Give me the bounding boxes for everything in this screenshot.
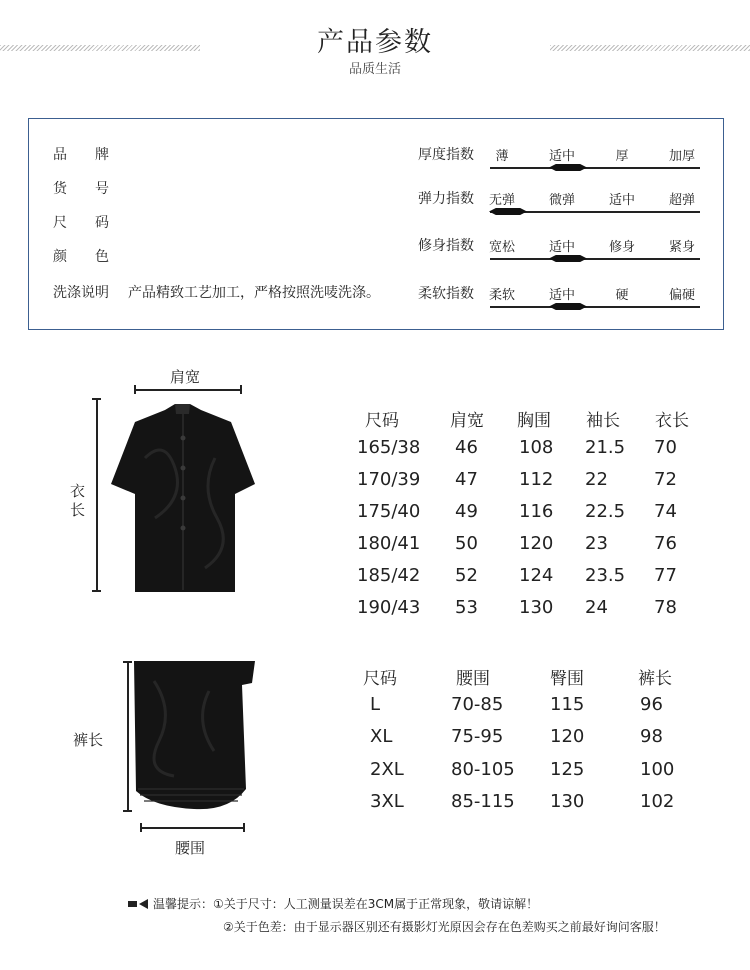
scale-line-thickness bbox=[490, 167, 700, 169]
shirt-cell: 24 bbox=[585, 597, 608, 618]
pants-image bbox=[134, 661, 258, 813]
scale-option: 微弹 bbox=[548, 193, 575, 208]
scale-option: 加厚 bbox=[668, 149, 695, 164]
shoulder-cap-right bbox=[240, 385, 242, 394]
pants-length-cap-top bbox=[123, 661, 132, 663]
shirt-cell: 74 bbox=[654, 501, 677, 522]
shirt-cell: 47 bbox=[455, 469, 478, 490]
pants-header-hip: 臀围 bbox=[550, 669, 584, 689]
shirt-image bbox=[105, 398, 260, 594]
shirt-cell: 70 bbox=[654, 437, 677, 458]
shirt-cell: 76 bbox=[654, 533, 677, 554]
shirt-cell: 23.5 bbox=[585, 565, 626, 586]
shirt-cell: 49 bbox=[455, 501, 478, 522]
info-label-size: 尺 码 bbox=[53, 215, 109, 231]
shirt-header-shoulder: 肩宽 bbox=[450, 411, 484, 431]
shirt-cell: 180/41 bbox=[357, 533, 421, 554]
shoulder-width-line bbox=[134, 389, 241, 391]
pants-cell: 130 bbox=[550, 791, 585, 812]
shirt-cell: 112 bbox=[519, 469, 554, 490]
info-value-wash: 产品精致工艺加工，严格按照洗唛洗涤。 bbox=[128, 285, 380, 301]
pants-cell: 96 bbox=[640, 694, 663, 715]
page-subtitle: 品质生活 bbox=[348, 62, 401, 77]
footer-tip-color: ②关于色差：由于显示器区别还有摄影灯光原因会存在色差购买之前最好询问客服！ bbox=[223, 920, 666, 934]
shirt-length-cap-top bbox=[92, 398, 101, 400]
shirt-cell: 190/43 bbox=[357, 597, 421, 618]
info-label-wash: 洗涤说明 bbox=[53, 285, 109, 301]
shirt-header-sleeve: 袖长 bbox=[586, 411, 620, 431]
scale-marker-softness bbox=[549, 303, 587, 310]
scale-option: 适中 bbox=[548, 149, 575, 164]
waist-line bbox=[140, 827, 244, 829]
shirt-cell: 108 bbox=[519, 437, 554, 458]
shirt-cell: 120 bbox=[519, 533, 554, 554]
pants-cell: XL bbox=[370, 726, 393, 747]
pants-cell: 2XL bbox=[370, 759, 404, 780]
waist-cap-left bbox=[140, 823, 142, 832]
shirt-cell: 124 bbox=[519, 565, 554, 586]
scale-title-elasticity: 弹力指数 bbox=[418, 191, 474, 207]
pants-length-line bbox=[127, 661, 129, 811]
scale-option: 柔软 bbox=[488, 288, 515, 303]
shirt-cell: 165/38 bbox=[357, 437, 421, 458]
shirt-cell: 77 bbox=[654, 565, 677, 586]
shirt-cell: 22.5 bbox=[585, 501, 626, 522]
shoulder-width-label: 肩宽 bbox=[170, 368, 201, 386]
pants-cell: 80-105 bbox=[451, 759, 515, 780]
scale-title-thickness: 厚度指数 bbox=[418, 147, 474, 163]
pants-length-cap-bottom bbox=[123, 810, 132, 812]
shirt-cell: 53 bbox=[455, 597, 478, 618]
pants-cell: 3XL bbox=[370, 791, 404, 812]
pants-length-label: 裤长 bbox=[73, 731, 104, 749]
shirt-cell: 52 bbox=[455, 565, 478, 586]
scale-option: 硬 bbox=[615, 288, 629, 303]
shirt-cell: 21.5 bbox=[585, 437, 626, 458]
info-label-brand: 品 牌 bbox=[53, 147, 109, 163]
scale-marker-elasticity bbox=[489, 208, 527, 215]
shirt-length-label: 衣长 bbox=[70, 482, 86, 519]
scale-title-fit: 修身指数 bbox=[418, 238, 474, 254]
shirt-header-length: 衣长 bbox=[655, 411, 689, 431]
scale-line-softness bbox=[490, 306, 700, 308]
shoulder-cap-left bbox=[134, 385, 136, 394]
scale-option: 无弹 bbox=[488, 193, 515, 208]
scale-option: 超弹 bbox=[668, 193, 695, 208]
pants-cell: 70-85 bbox=[451, 694, 504, 715]
shirt-length-cap-bottom bbox=[92, 590, 101, 592]
scale-option: 紧身 bbox=[668, 240, 695, 255]
shirt-cell: 116 bbox=[519, 501, 554, 522]
scale-option: 适中 bbox=[608, 193, 635, 208]
shirt-cell: 22 bbox=[585, 469, 608, 490]
info-label-color: 颜 色 bbox=[53, 249, 109, 265]
pants-cell: 98 bbox=[640, 726, 663, 747]
shirt-cell: 130 bbox=[519, 597, 554, 618]
shirt-cell: 170/39 bbox=[357, 469, 421, 490]
pants-header-size: 尺码 bbox=[363, 669, 397, 689]
pants-cell: 120 bbox=[550, 726, 585, 747]
scale-option: 厚 bbox=[615, 149, 629, 164]
footer-tip-size: 温馨提示：①关于尺寸：人工测量误差在3CM属于正常现象，敬请谅解！ bbox=[153, 897, 539, 911]
pants-cell: 102 bbox=[640, 791, 675, 812]
waist-label: 腰围 bbox=[175, 839, 206, 857]
pants-cell: L bbox=[370, 694, 381, 715]
scale-option: 宽松 bbox=[488, 240, 515, 255]
pants-cell: 75-95 bbox=[451, 726, 504, 747]
scale-option: 偏硬 bbox=[668, 288, 695, 303]
scale-option: 适中 bbox=[548, 288, 575, 303]
shirt-cell: 23 bbox=[585, 533, 608, 554]
shirt-header-size: 尺码 bbox=[365, 411, 399, 431]
scale-option: 适中 bbox=[548, 240, 575, 255]
scale-option: 薄 bbox=[495, 149, 509, 164]
pants-cell: 125 bbox=[550, 759, 585, 780]
page-title: 产品参数 bbox=[317, 27, 433, 58]
pants-cell: 85-115 bbox=[451, 791, 515, 812]
shirt-header-chest: 胸围 bbox=[517, 411, 551, 431]
scale-title-softness: 柔软指数 bbox=[418, 286, 474, 302]
shirt-length-line bbox=[96, 398, 98, 591]
scale-option: 修身 bbox=[608, 240, 635, 255]
pants-header-length: 裤长 bbox=[638, 669, 672, 689]
waist-cap-right bbox=[243, 823, 245, 832]
scale-marker-thickness bbox=[549, 164, 587, 171]
scale-line-fit bbox=[490, 258, 700, 260]
pants-cell: 115 bbox=[550, 694, 585, 715]
tip-icon bbox=[128, 898, 150, 910]
shirt-cell: 50 bbox=[455, 533, 478, 554]
shirt-cell: 185/42 bbox=[357, 565, 421, 586]
shirt-cell: 46 bbox=[455, 437, 478, 458]
shirt-cell: 72 bbox=[654, 469, 677, 490]
pants-header-waist: 腰围 bbox=[456, 669, 490, 689]
shirt-cell: 78 bbox=[654, 597, 677, 618]
shirt-cell: 175/40 bbox=[357, 501, 421, 522]
pants-cell: 100 bbox=[640, 759, 675, 780]
scale-marker-fit bbox=[549, 255, 587, 262]
info-label-item-no: 货 号 bbox=[53, 181, 109, 197]
